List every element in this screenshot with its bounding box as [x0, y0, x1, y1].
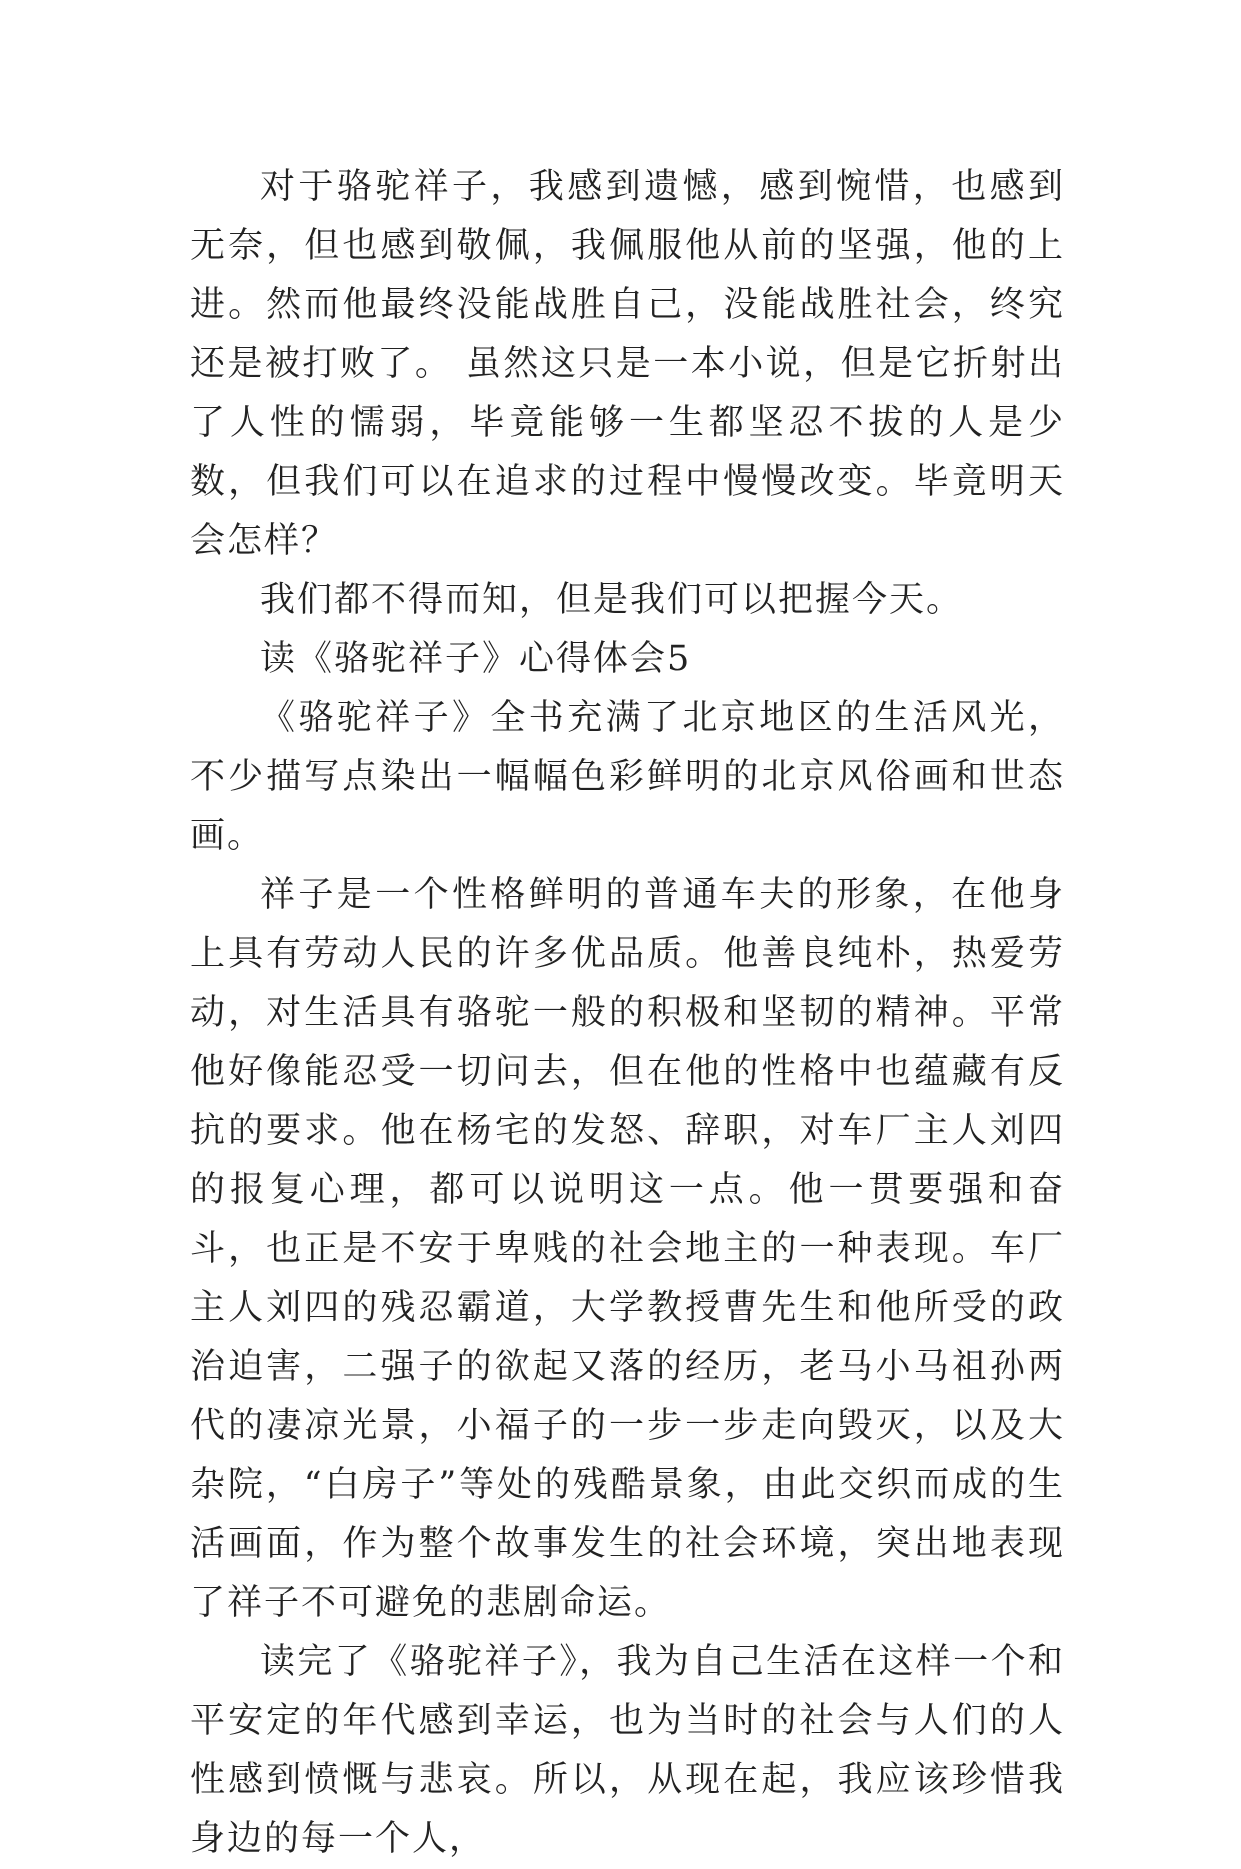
paragraph-xiangzi-character: 祥子是一个性格鲜明的普通车夫的形象，在他身上具有劳动人民的许多优品质。他善良纯朴，热爱劳动，对生活具有骆驼一般的积极和坚韧的精神。平常他好像能忍受一切问去，但在他的性格中也蕴藏有反抗的要求。他在杨宅的发怒、辞职，对车厂主人刘四的报复心理，都可以说明这一点。他一贯要强和奋斗，也正是不安于卑贱的社会地主的一种表现。车厂主人刘四的残忍霸道，大学教授曹先生和他所受的政治迫害，二强子的欲起又落的经历，老马小马祖孙两代的凄凉光景，小福子的一步一步走向毁灭，以及大杂院，“白房子”等处的残酷景象，由此交织而成的生活画面，作为整个故事发生的社会环境，突出地表现了祥子不可避免的悲剧命运。 [190, 875, 1065, 1623]
paragraph-beijing-scenery: 《骆驼祥子》全书充满了北京地区的生活风光，不少描写点染出一幅幅色彩鲜明的北京风俗画和世态画。 [190, 698, 1065, 856]
paragraph-regret: 对于骆驼祥子，我感到遗憾，感到惋惜，也感到无奈，但也感到敬佩，我佩服他从前的坚强，他的上进。然而他最终没能战胜自己，没能战胜社会，终究还是被打败了。 虽然这只是一本小说，但是它折射出了人性的懦弱，毕竟能够一生都坚忍不拔的人是少数，但我们可以在追求的过程中慢慢改变。毕竟明天会怎样？ [190, 167, 1065, 561]
document-body [190, 158, 1065, 1869]
section-heading: 读《骆驼祥子》心得体会5 [260, 639, 692, 679]
paragraph-reflection: 读完了《骆驼祥子》，我为自己生活在这样一个和平安定的年代感到幸运，也为当时的社会与人们的人性感到愤慨与悲哀。所以，从现在起，我应该珍惜我身边的每一个人， [190, 1642, 1065, 1859]
paragraph-today: 我们都不得而知，但是我们可以把握今天。 [260, 580, 964, 620]
